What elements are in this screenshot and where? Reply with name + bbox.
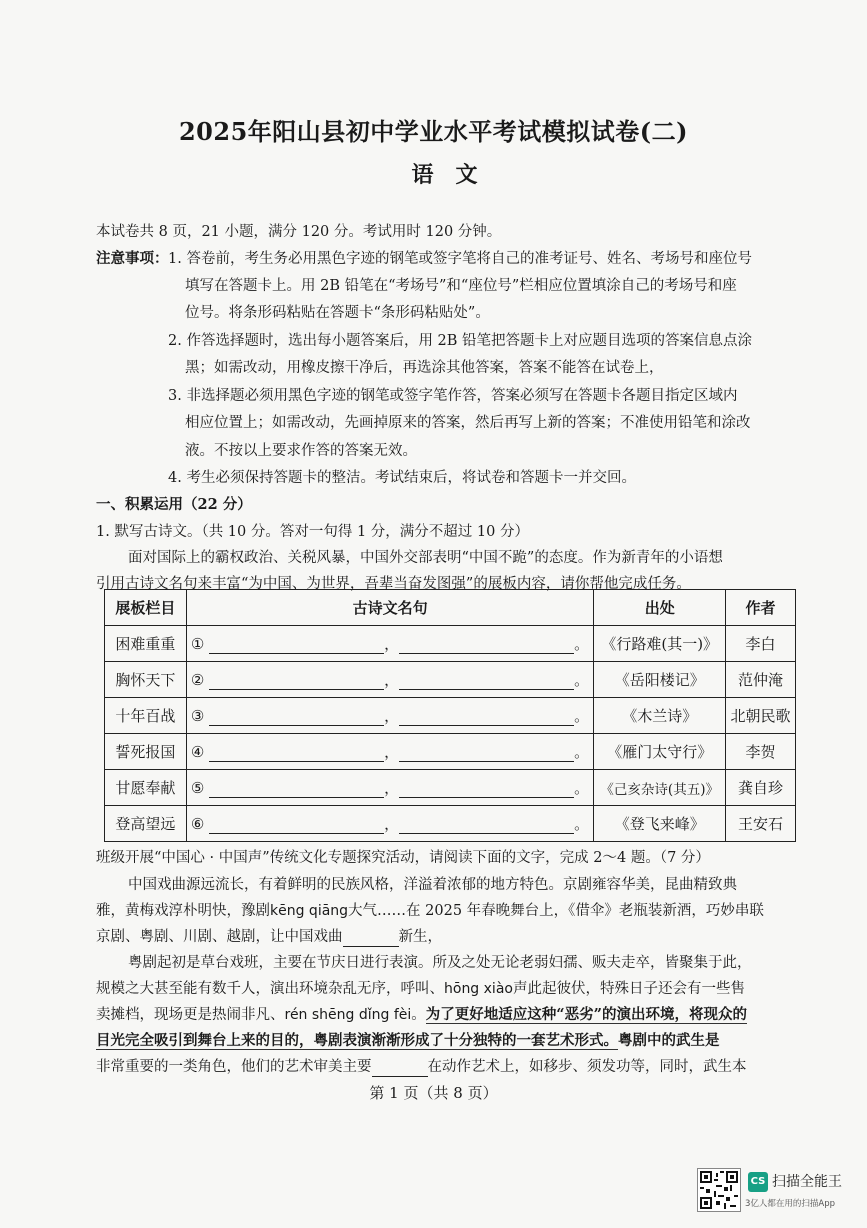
- answer-blank[interactable]: [209, 711, 384, 726]
- passage-text: 规模之大甚至能有数千人，演出环境杂乱无序，呼叫、: [96, 981, 444, 997]
- table-header-row: [105, 590, 796, 626]
- passage-text: 卖摊档，现场更是热闹非凡、: [96, 1007, 285, 1023]
- answer-cell: [186, 626, 593, 662]
- passage-line: [96, 901, 764, 921]
- answer-blank[interactable]: [399, 675, 574, 690]
- comma: ，: [384, 743, 400, 761]
- question-2-heading: 班级开展“中国心 · 中国声”传统文化专题探究活动，请阅读下面的文字，完成 2～4 题。（7 分）: [96, 850, 710, 866]
- question-1-paragraph: 引用古诗文名句来丰富“为中国、为世界，吾辈当奋发图强”的展板内容，请你帮他完成任务。: [96, 576, 691, 592]
- passage-line: [96, 979, 745, 999]
- author-cell: 李贺: [726, 734, 796, 770]
- answer-blank[interactable]: [399, 747, 574, 762]
- passage-text: 雅，黄梅戏淳朴明快，豫剧: [96, 903, 270, 919]
- author-cell: 龚自珍: [726, 770, 796, 806]
- blank-number: ③: [190, 707, 205, 725]
- passage-text: 非常重要的一类角色，他们的艺术审美主要: [96, 1059, 372, 1075]
- pinyin-word: kēng qiāng: [270, 903, 349, 919]
- scanner-app-name: 扫描全能王: [772, 1174, 842, 1190]
- answer-blank[interactable]: [209, 675, 384, 690]
- answer-blank[interactable]: [209, 639, 384, 654]
- note-line: 3. 非选择题必须用黑色字迹的钢笔或签字笔作答，答案必须写在答题卡各题目指定区域内: [168, 388, 738, 404]
- passage-text: 大气……在 2025 年春晚舞台上，《借伞》老瓶装新酒，巧妙串联: [348, 903, 764, 919]
- blank-number: ⑥: [190, 815, 205, 833]
- passage-text: 在动作艺术上，如移步、须发功等，同时，武生本: [427, 1059, 747, 1075]
- passage-text: 京剧、粤剧、川剧、越剧，让中国戏曲: [96, 929, 343, 945]
- period: 。: [574, 779, 590, 797]
- period: 。: [574, 815, 590, 833]
- camscanner-logo-icon: CS: [748, 1172, 768, 1192]
- table-row: [105, 734, 796, 770]
- answer-blank[interactable]: [209, 747, 384, 762]
- column-topic: 困难重重: [105, 626, 187, 662]
- notes-label: 注意事项：: [96, 250, 169, 267]
- exam-title: 2025年阳山县初中学业水平考试模拟试卷(二): [178, 117, 688, 146]
- underlined-sentence: 目光完全吸引到舞台上来的目的，粤剧表演渐渐形成了十分独特的一套艺术形式。: [96, 1032, 618, 1049]
- note-line: 1. 答卷前，考生务必用黑色字迹的钢笔或签字笔将自己的准考证号、姓名、考场号和座位号: [168, 251, 752, 267]
- passage-line: [96, 1031, 720, 1051]
- answer-blank[interactable]: [399, 639, 574, 654]
- note-line: 液。不按以上要求作答的答案无效。: [185, 443, 417, 459]
- author-cell: 范仲淹: [726, 662, 796, 698]
- fill-blank[interactable]: [343, 932, 399, 947]
- passage-line: [96, 1057, 747, 1077]
- note-line: 4. 考生必须保持答题卡的整洁。考试结束后，将试卷和答题卡一并交回。: [168, 470, 636, 486]
- pinyin-word: hōng xiào: [444, 981, 513, 997]
- answer-cell: [186, 770, 593, 806]
- passage-line: [96, 927, 442, 947]
- answer-blank[interactable]: [209, 783, 384, 798]
- blank-number: ⑤: [190, 779, 205, 797]
- table-row: [105, 806, 796, 842]
- source-cell: 《雁门太守行》: [594, 734, 726, 770]
- question-1-heading: 1. 默写古诗文。（共 10 分。答对一句得 1 分，满分不超过 10 分）: [96, 524, 529, 540]
- source-cell: 《岳阳楼记》: [594, 662, 726, 698]
- comma: ，: [384, 779, 400, 797]
- answer-blank[interactable]: [399, 711, 574, 726]
- column-topic: 十年百战: [105, 698, 187, 734]
- underlined-sentence: 为了更好地适应这种“恶劣”的演出环境，将现众的: [425, 1006, 747, 1023]
- passage-text: 粤剧中的武生是: [618, 1032, 720, 1049]
- passage-line: [96, 1005, 747, 1025]
- period: 。: [574, 707, 590, 725]
- answer-blank[interactable]: [399, 819, 574, 834]
- subject-title: 语文: [411, 162, 500, 188]
- answer-cell: [186, 662, 593, 698]
- table-row: [105, 770, 796, 806]
- scanner-app-tagline: 3亿人都在用的扫描App: [745, 1199, 836, 1209]
- page-footer: 第 1 页（共 8 页）: [369, 1084, 498, 1102]
- recitation-table: [104, 589, 796, 842]
- table-header: 古诗文名句: [186, 590, 593, 626]
- source-cell: 《登飞来峰》: [594, 806, 726, 842]
- blank-number: ④: [190, 743, 205, 761]
- table-header: 出处: [594, 590, 726, 626]
- blank-number: ②: [190, 671, 205, 689]
- column-topic: 胸怀天下: [105, 662, 187, 698]
- source-cell: 《木兰诗》: [594, 698, 726, 734]
- answer-blank[interactable]: [209, 819, 384, 834]
- source-cell: 《己亥杂诗(其五)》: [594, 770, 726, 806]
- table-row: [105, 662, 796, 698]
- answer-cell: [186, 806, 593, 842]
- comma: ，: [384, 707, 400, 725]
- comma: ，: [384, 635, 400, 653]
- period: 。: [574, 743, 590, 761]
- author-cell: 北朝民歌: [726, 698, 796, 734]
- note-line: 位号。将条形码粘贴在答题卡“条形码粘贴处”。: [185, 305, 490, 321]
- column-topic: 誓死报国: [105, 734, 187, 770]
- blank-number: ①: [190, 635, 205, 653]
- source-cell: 《行路难(其一)》: [594, 626, 726, 662]
- question-1-paragraph: 面对国际上的霸权政治、关税风暴，中国外交部表明“中国不跪”的态度。作为新青年的小语想: [128, 550, 723, 566]
- period: 。: [574, 635, 590, 653]
- period: 。: [574, 671, 590, 689]
- passage-line: 中国戏曲源远流长，有着鲜明的民族风格，洋溢着浓郁的地方特色。京剧雍容华美，昆曲精致典: [128, 877, 737, 893]
- column-topic: 登高望远: [105, 806, 187, 842]
- note-line: 相应位置上；如需改动，先画掉原来的答案，然后再写上新的答案；不准使用铅笔和涂改: [185, 415, 751, 431]
- exam-intro: 本试卷共 8 页，21 小题，满分 120 分。考试用时 120 分钟。: [96, 224, 502, 240]
- pinyin-word: rén shēng dǐng fèi: [284, 1007, 412, 1023]
- answer-blank[interactable]: [399, 783, 574, 798]
- qr-code-icon: [697, 1168, 741, 1212]
- comma: ，: [384, 671, 400, 689]
- table-header: 作者: [726, 590, 796, 626]
- section-heading: 一、积累运用（22 分）: [96, 496, 252, 513]
- author-cell: 李白: [726, 626, 796, 662]
- answer-cell: [186, 698, 593, 734]
- note-line: 黑；如需改动，用橡皮擦干净后，再选涂其他答案，答案不能答在试卷上，: [185, 360, 664, 376]
- column-topic: 甘愿奉献: [105, 770, 187, 806]
- fill-blank[interactable]: [372, 1062, 428, 1077]
- passage-line: 粤剧起初是草台戏班，主要在节庆日进行表演。所及之处无论老弱妇孺、贩夫走卒，皆聚集于此，: [128, 955, 752, 971]
- passage-text: 声此起彼伏，特殊日子还会有一些售: [512, 981, 745, 997]
- comma: ，: [384, 815, 400, 833]
- note-line: 2. 作答选择题时，选出每小题答案后，用 2B 铅笔把答题卡上对应题目选项的答案信息点涂: [168, 333, 753, 349]
- author-cell: 王安石: [726, 806, 796, 842]
- passage-text: 。: [411, 1007, 426, 1023]
- table-row: [105, 698, 796, 734]
- passage-text: 新生，: [398, 929, 442, 945]
- answer-cell: [186, 734, 593, 770]
- table-header: 展板栏目: [105, 590, 187, 626]
- note-line: 填写在答题卡上。用 2B 铅笔在“考场号”和“座位号”栏相应位置填涂自己的考场号和座: [185, 278, 737, 294]
- table-row: [105, 626, 796, 662]
